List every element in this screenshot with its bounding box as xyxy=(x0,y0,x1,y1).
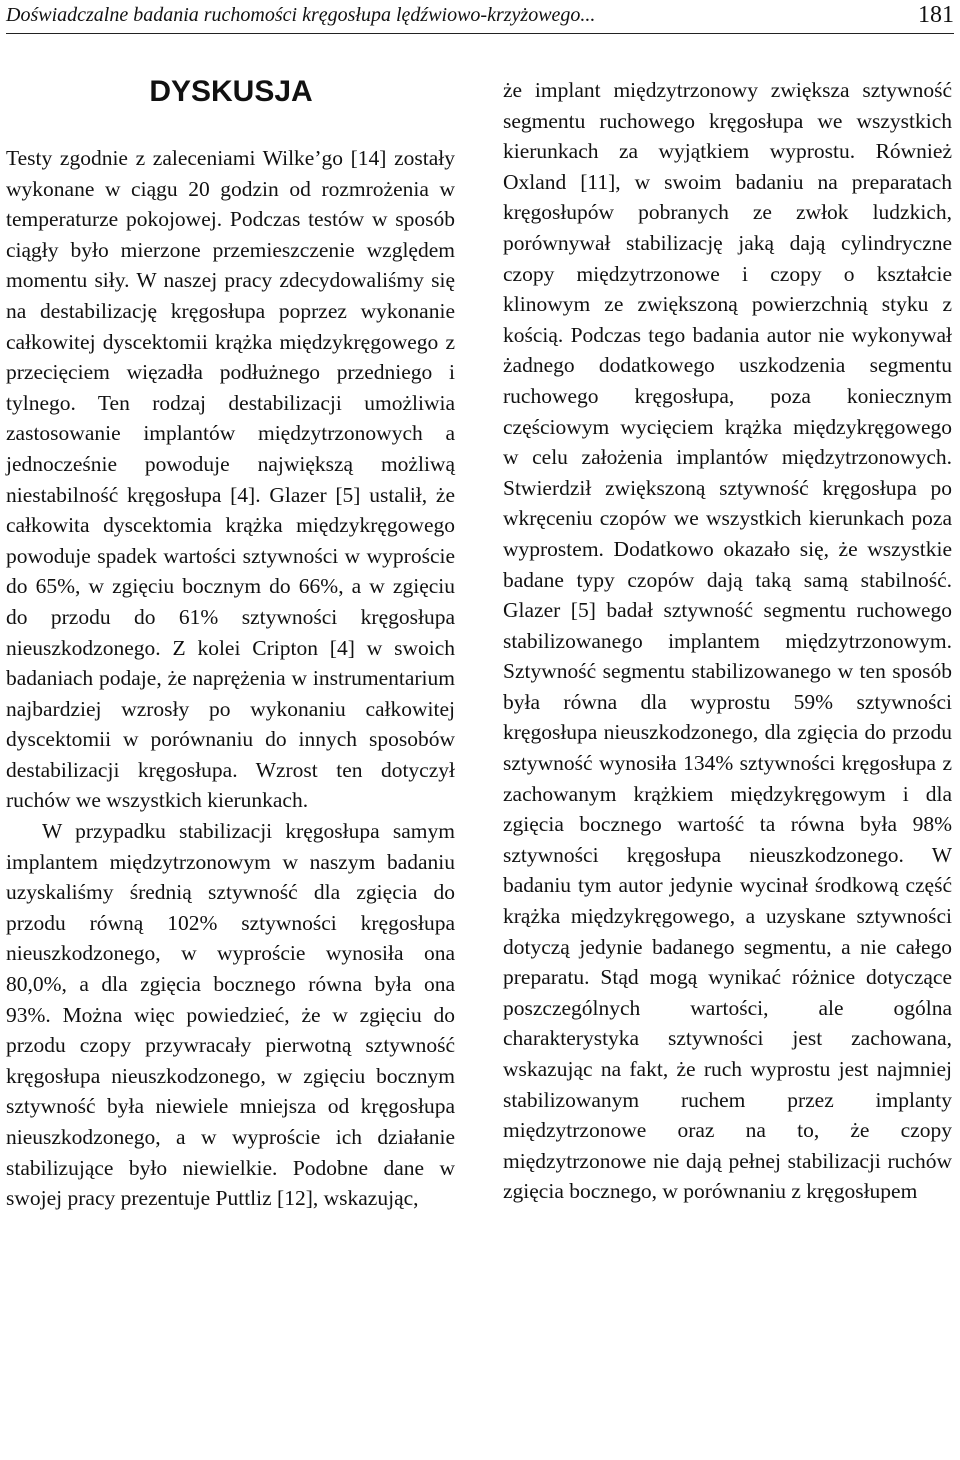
right-column xyxy=(503,75,952,1207)
right-paragraph-1: że implant międzytrzonowy zwiększa sztywność segmentu ruchowego kręgosłupa we wszystkich kierunkach za wyjątkiem wyprostu. Również Oxland [11], w swoim badaniu na preparatach kręgosłupów pobranych ze zwłok ludzkich, porównywał stabilizację jaką dają cylindryczne czopy międzytrzonowe i czopy o kształcie klinowym ze zwiększoną powierzchnią styku z kością. Podczas tego badania autor nie wykonywał żadnego dodatkowego uszkodzenia segmentu ruchowego kręgosłupa, poza koniecznym częściowym wycięciem krążka międzykręgowego w celu założenia implantów międzytrzonowych. Stwierdził zwiększoną sztywność kręgosłupa po wkręceniu czopów we wszystkich kierunkach poza wyprostem. Dodatkowo okazało się, że wszystkie badane typy czopów dają taką samą stabilność. Glazer [5] badał sztywność segmentu ruchowego stabilizowanego implantem międzytrzonowym. Sztywność segmentu stabilizowanego w ten sposób była równa dla wyprostu 59% sztywności kręgosłupa nieuszkodzonego, dla zgięcia do przodu sztywność wynosiła 134% sztywności kręgosłupa z zachowanym krążkiem międzykręgowym i dla zgięcia bocznego wartość ta równa była 98% sztywności kręgosłupa nieuszkodzonego. W badaniu tym autor jedynie wycinał środkową część krążka międzykręgowego, a uzyskane sztywności dotyczą jedynie badanego segmentu, a nie całego preparatu. Stąd mogą wynikać różnice dotyczące poszczególnych wartości, ale ogólna charakterystyka sztywności jest zachowana, wskazując na fakt, że ruch wyprostu jest najmniej stabilizowanym ruchem przez implanty międzytrzonowe oraz na to, że czopy międzytrzonowe nie dają pełnej stabilizacji ruchów zgięcia bocznego, w porównaniu z kręgosłupem xyxy=(503,78,952,1204)
running-title: Doświadczalne badania ruchomości kręgosłupa lędźwiowo-krzyżowego... xyxy=(6,4,596,26)
page-header xyxy=(6,0,954,34)
page-number: 181 xyxy=(918,2,954,28)
section-heading: DYSKUSJA xyxy=(149,75,313,108)
left-column xyxy=(6,143,455,1214)
left-paragraph-1: Testy zgodnie z zaleceniami Wilke’go [14] zostały wykonane w ciągu 20 godzin od rozmrożenia w temperaturze pokojowej. Podczas testów w sposób ciągły było mierzone przemieszczenie względem momentu siły. W naszej pracy zdecydowaliśmy się na destabilizację kręgosłupa poprzez wykonanie całkowitej dyscektomii krążka międzykręgowego z przecięciem więzadła podłużnego przedniego i tylnego. Ten rodzaj destabilizacji umożliwia zastosowanie implantów międzytrzonowych a jednocześnie powoduje największą możliwą niestabilność kręgosłupa [4]. Glazer [5] ustalił, że całkowita dyscektomia krążka międzykręgowego powoduje spadek wartości sztywności w wyproście do 65%, w zgięciu bocznym do 66%, a w zgięciu do przodu do 61% sztywności kręgosłupa nieuszkodzonego. Z kolei Cripton [4] w swoich badaniach podaje, że naprężenia w instrumentarium najbardziej wzrosły po wykonaniu całkowitej dyscektomii w porównaniu do innych sposobów destabilizacji kręgosłupa. Wzrost ten dotyczył ruchów we wszystkich kierunkach. xyxy=(6,146,455,813)
left-paragraph-2: W przypadku stabilizacji kręgosłupa samym implantem międzytrzonowym w naszym badaniu uzyskaliśmy średnią sztywność dla zgięcia do przodu równą 102% sztywności kręgosłupa nieuszkodzonego, w wyproście wynosiła ona 80,0%, a dla zgięcia bocznego równa była ona 93%. Można więc powiedzieć, że w zgięciu do przodu czopy przywracały pierwotną sztywność kręgosłupa nieuszkodzonego, w zgięciu bocznym sztywność była niewiele mniejsza od kręgosłupa nieuszkodzonego, a w wyproście ich działanie stabilizujące było niewielkie. Podobne dane w swojej pracy prezentuje Puttliz [12], wskazując, xyxy=(6,819,455,1211)
